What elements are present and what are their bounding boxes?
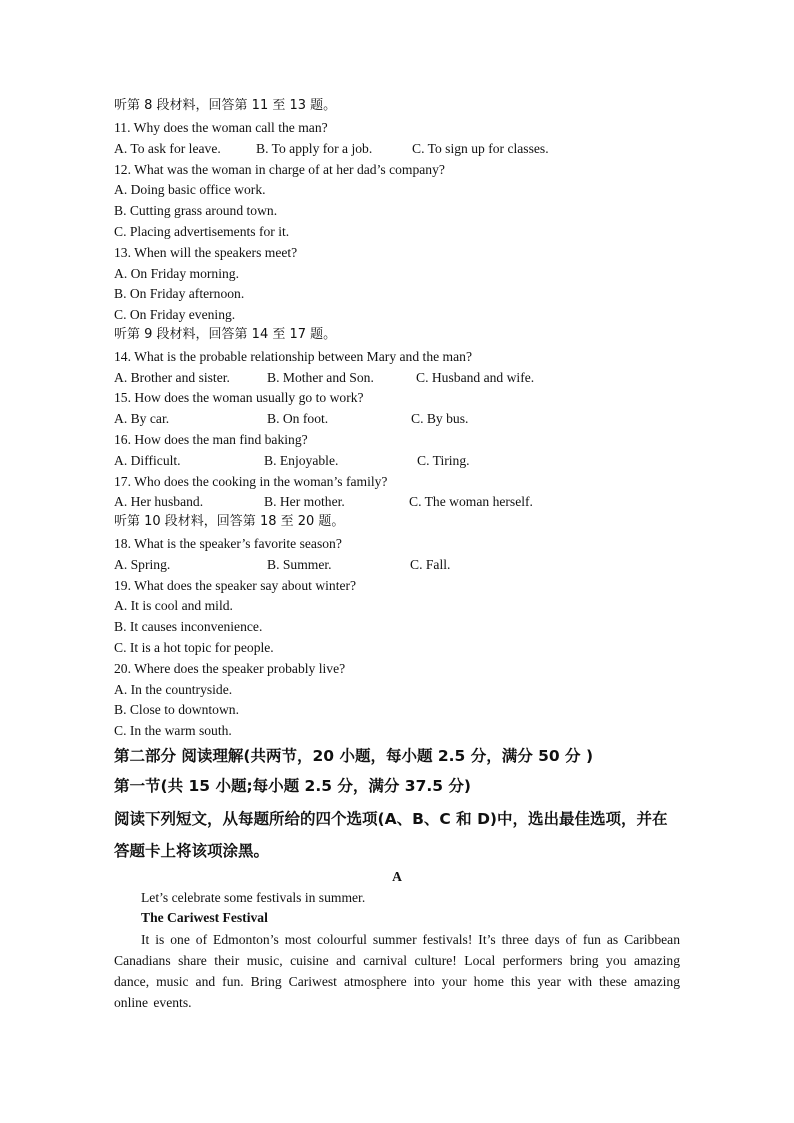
question-11-stem: 11. Why does the woman call the man? [114,120,328,135]
question-16-stem: 16. How does the man find baking? [114,432,308,447]
instruction-line-2: 答题卡上将该项涂黑。 [114,842,270,860]
passage-intro: Let’s celebrate some festivals in summer. [141,890,366,905]
question-19-option-a: A. It is cool and mild. [114,598,233,613]
question-13-option-a: A. On Friday morning. [114,266,239,281]
question-18-stem: 18. What is the speaker’s favorite season? [114,536,342,551]
question-13-stem: 13. When will the speakers meet? [114,245,298,260]
question-19-option-c: C. It is a hot topic for people. [114,640,274,655]
question-20-option-a: A. In the countryside. [114,682,233,697]
question-14-option-b: B. Mother and Son. [267,370,374,385]
question-12-option-c: C. Placing advertisements for it. [114,224,290,239]
question-14-option-a: A. Brother and sister. [114,370,230,385]
question-17-option-c: C. The woman herself. [409,494,533,509]
question-15-option-a: A. By car. [114,411,170,426]
question-18-option-a: A. Spring. [114,557,171,572]
question-19-option-b: B. It causes inconvenience. [114,619,263,634]
question-20-stem: 20. Where does the speaker probably live? [114,661,346,676]
question-11-option-a: A. To ask for leave. [114,141,221,156]
festival-paragraph: It is one of Edmonton’s most colourful summer festivals! It’s three days of fun as Caribbean Canadians share their music, cuisine and carnival culture! Local performers bring you amazing dance, music and fun. Bring Cariwest atmosphere into your home this year with these amazing online events. [114,932,680,1010]
question-17-option-a: A. Her husband. [114,494,204,509]
part-two-title: 第二部分 阅读理解(共两节，20 小题，每小题 2.5 分，满分 50 分 ) [114,747,594,765]
question-16-option-c: C. Tiring. [417,453,470,468]
passage-label: A [392,869,402,884]
section-one-title: 第一节(共 15 小题;每小题 2.5 分，满分 37.5 分) [114,777,472,795]
question-13-option-b: B. On Friday afternoon. [114,286,245,301]
question-12-option-b: B. Cutting grass around town. [114,203,278,218]
question-15-stem: 15. How does the woman usually go to work? [114,390,364,405]
question-14-stem: 14. What is the probable relationship between Mary and the man? [114,349,472,364]
section-8-header: 听第 8 段材料，回答第 11 至 13 题。 [114,98,337,113]
question-15-option-c: C. By bus. [411,411,469,426]
question-18-option-c: C. Fall. [410,557,451,572]
question-16-option-a: A. Difficult. [114,453,181,468]
question-19-stem: 19. What does the speaker say about winter? [114,578,357,593]
question-12-option-a: A. Doing basic office work. [114,182,266,197]
question-17-option-b: B. Her mother. [264,494,345,509]
section-9-header: 听第 9 段材料，回答第 14 至 17 题。 [114,327,337,342]
question-16-option-b: B. Enjoyable. [264,453,339,468]
question-13-option-c: C. On Friday evening. [114,307,236,322]
section-10-header: 听第 10 段材料，回答第 18 至 20 题。 [114,514,345,529]
question-15-option-b: B. On foot. [267,411,329,426]
question-18-option-b: B. Summer. [267,557,332,572]
question-17-stem: 17. Who does the cooking in the woman’s family? [114,474,388,489]
question-20-option-c: C. In the warm south. [114,723,232,738]
instruction-line-1: 阅读下列短文，从每题所给的四个选项(A、B、C 和 D)中，选出最佳选项，并在 [114,810,668,828]
question-11-option-b: B. To apply for a job. [256,141,373,156]
festival-title: The Cariwest Festival [141,910,268,925]
question-11-option-c: C. To sign up for classes. [412,141,549,156]
question-12-stem: 12. What was the woman in charge of at her dad’s company? [114,162,445,177]
question-20-option-b: B. Close to downtown. [114,702,239,717]
question-14-option-c: C. Husband and wife. [416,370,535,385]
